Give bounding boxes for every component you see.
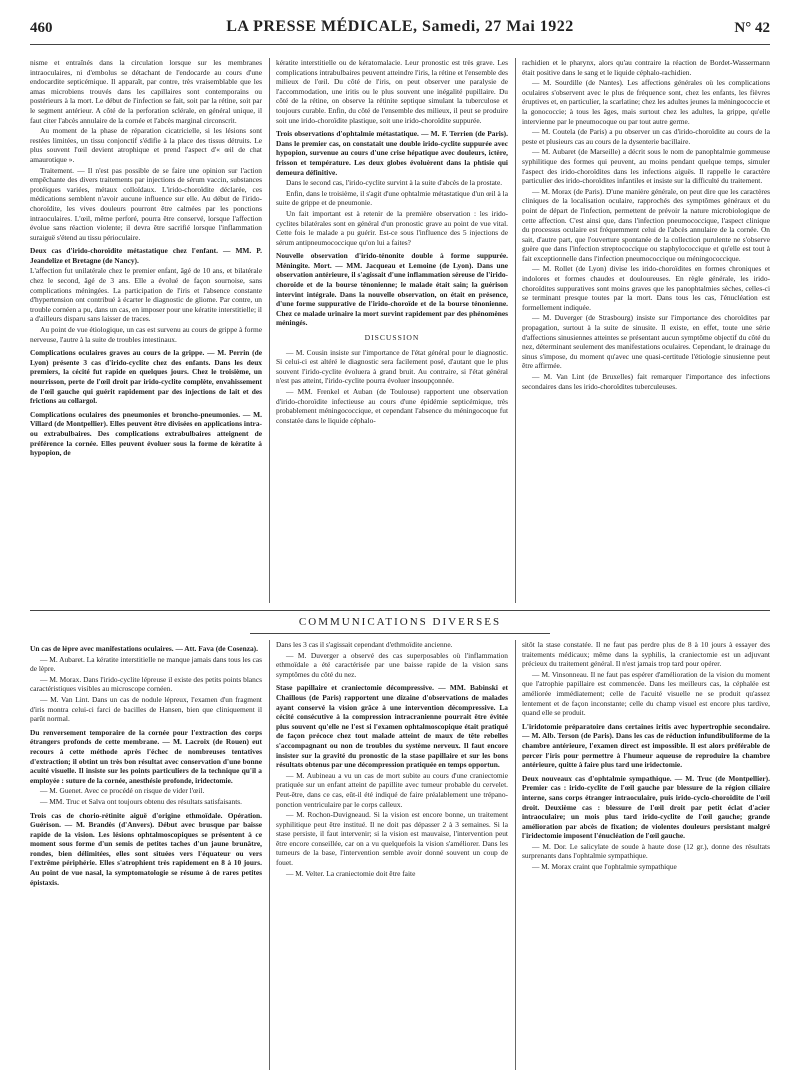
paragraph: nisme et entraînés dans la circulation lorsque sur les membranes intraoculaires, ni d'embolus se détachant de l'endocarde au cours d'une endocardite septicémique. Il apparaît, par contre, très vraisemblable que les amas microbiens trouvés dans les capillaires sont contemporains ou postérieurs à la mort. Le début de l'infection se fait, soit par la rétine, soit par le segment antérieur. A côté de la perforation sclérale, en général unique, il faut citer l'abcès annulaire de la cornée et l'abcès marginal circonscrit. <box>30 58 262 125</box>
issue-number: N° 42 <box>734 20 770 36</box>
paragraph: — M. Duverger (de Strasbourg) insiste sur l'importance des choroïdites par propagation, surtout à la suite de sinusite. Il existe, en effet, toute une série d'affections sinusiennes atteintes se présentant aucun symptôme objectif du côté du nez, déterminant seulement des manifestations oculaires. Cependant, le drainage du sinus s'impose, du moment qu'avec une quasi-certitude l'étiologie sinusienne peut être affirmée. <box>522 313 770 371</box>
upper-column-2 <box>276 58 508 603</box>
paragraph: — M. Cousin insiste sur l'importance de l'état général pour le diagnostic. Si celui-ci est altéré le diagnostic sera facilement posé, d'autant que le plus souvent l'irido-cyclite évoluera à grand bruit. Au contraire, si l'état général n'est pas atteint, l'irido-cyclite pourra évoluer insoupçonnée. <box>276 347 508 386</box>
section-underline <box>250 633 550 634</box>
paragraph: rachidien et le pharynx, alors qu'au contraire la réaction de Bordet-Wassermann était positive dans le sang et le liquide céphalo-rachidien. <box>522 58 770 77</box>
paragraph: kératite interstitielle ou de kératomalacie. Leur pronostic est très grave. Les complications intrabulbaires peuvent atteindre l'iris, la rétine et l'ensemble des milieux de l'œil. Du côté de l'iris, on peut observer une paralysie de l'accommodation, une iritis ou le plus souvent une inégalité pupillaire. Du côté de la rétine, on observe la rétinite septique simulant la tuberculose et toujours curable. Enfin, du côté de l'ensemble des milieux, il peut se produire soit une irido-choroïdite plastique, soit une irido-choroïdite suppurée. <box>276 58 508 125</box>
section-rule <box>30 610 770 611</box>
paragraph: — MM. Truc et Salva ont toujours obtenu des résultats satisfaisants. <box>40 796 242 806</box>
column-divider <box>269 640 270 1070</box>
article-heading-paragraph: Deux nouveaux cas d'ophtalmie sympathique. — M. Truc (de Montpellier). Premier cas : irido-cyclite de l'œil gauche par blessure de la région ciliaire interne, sans corps étranger intraoculaire, puis irido-cyclo-choroïdite de l'œil droit. Deuxième cas : blessure de l'œil droit par petit éclat d'acier intraoculaire; un mois plus tard irido-cyclite de l'œil gauche; grande amélioration par abcès de fixation; de violentes douleurs persistant malgré l'iridectomie imposent l'énucléation de l'œil gauche. <box>522 773 770 841</box>
article-heading-paragraph: Stase papillaire et craniectomie décompressive. — MM. Babinski et Chaillous (de Paris) rapportent une dizaine d'observations de malades ayant conservé la vision grâce à une intervention décompressive. La cécité consécutive à la compression intracranienne pourrait être évitée plus souvent qu'elle ne l'est si l'examen ophtalmoscopique était pratiqué de façon précoce chez tout malade atteint de maux de tête rebelles s'accompagnant ou non de troubles du système nerveux. Il faut encore insister sur la gravité du pronostic de la stase papillaire et sur les bons résultats obtenus par une décompression pratiquée en temps opportun. <box>276 683 508 770</box>
article-heading-paragraph: Deux cas d'irido-choroïdite métastatique chez l'enfant. — MM. P. Jeandelize et Bretagne (de Nancy). <box>30 246 262 265</box>
column-divider <box>515 640 516 1070</box>
article-heading-paragraph: Trois observations d'ophtalmie métastatique. — M. F. Terrien (de Paris). Dans le premier cas, on constatait une double irido-cyclite suppurée avec hypopion, survenue au cours d'une crise hépatique avec douleurs, ictère, frisson et température. Les deux globes évoluèrent dans la phtisie qui demeura définitive. <box>276 129 508 177</box>
journal-title: LA PRESSE MÉDICALE, Samedi, 27 Mai 1922 <box>226 18 574 35</box>
paragraph: Enfin, dans le troisième, il s'agit d'une ophtalmie métastatique d'un œil à la suite de grippe et de pneumonie. <box>276 188 508 208</box>
paragraph: — M. Dor. Le salicylate de soude à haute dose (12 gr.), donne des résultats surprenants dans l'ophtalmie sympathique. <box>522 841 770 861</box>
lower-column-1 <box>30 640 262 1070</box>
paragraph: Dans les 3 cas il s'agissait cependant d'ethmoïdite ancienne. <box>276 640 453 649</box>
section-title: COMMUNICATIONS DIVERSES <box>298 616 502 628</box>
article-heading-paragraph: Un cas de lèpre avec manifestations oculaires. — Att. Fava (de Cosenza). <box>30 644 258 653</box>
paragraph: — M. Guenet. Avec ce procédé on risque de vider l'œil. <box>40 786 205 796</box>
column-divider <box>515 58 516 603</box>
paragraph: L'affection fut unilatérale chez le premier enfant, âgé de 10 ans, et bilatérale chez le second, âgé de 3 ans. Elle a évolué de façon sournoise, sans complications méningées. La participation de l'iris et l'absence constante d'hypertension ont contribué à écarter le diagnostic de gliome. Par contre, un trouble cornéen a pu, dans un cas, en imposer pour une kératite interstitielle; il a d'ailleurs disparu sans laisser de traces. <box>30 266 262 324</box>
paragraph: — M. Morax craint que l'ophtalmie sympathique <box>532 862 677 872</box>
paragraph: — M. Aubaret. La kératite interstitielle ne manque jamais dans tous les cas de lèpre. <box>30 654 262 674</box>
upper-column-1 <box>30 58 262 603</box>
paragraph: sitôt la stase constatée. Il ne faut pas perdre plus de 8 à 10 jours à essayer des traitements médicaux; même dans la syphilis, la craniectomie est un adjuvant précieux du traitement général. Il n'est jamais trop tard pour opérer. <box>522 640 770 669</box>
paragraph: — M. Velter. La craniectomie doit être faite <box>286 868 416 878</box>
paragraph: — M. Duverger a observé des cas superposables où l'inflammation ethmoïdale a été caractérisée par une baisse rapide de la vision sans symptômes du côté du nez. <box>276 650 508 679</box>
paragraph: Dans le second cas, l'irido-cyclite survint à la suite d'abcès de la prostate. <box>286 178 503 188</box>
article-heading-paragraph: Du renversement temporaire de la cornée pour l'extraction des corps étrangers profonds de cette membrane. — M. Lacroix (de Rouen) eut recours à cette méthode après l'échec de nombreuses tentatives d'extraction; il obtint un très bon résultat avec conservation d'une bonne acuité visuelle. Il insiste sur les points particuliers de la technique qu'il a employée : suture de la cornée, anesthésie profonde, iridectomie. <box>30 727 262 785</box>
paragraph: — M. Van Lint (de Bruxelles) fait remarquer l'importance des infections secondaires dans les irido-choroïdites tuberculeuses. <box>522 372 770 391</box>
paragraph: — M. Aubaret (de Marseille) a décrit sous le nom de panophtalmie gommeuse syphilitique des formes qui peuvent, au moins pendant quelque temps, simuler l'aspect des irido-choroïdites dans les infections aiguës. Il rappelle le caractère particulier des irido-choroïdites infantiles et insiste sur la difficulté du traitement. <box>522 147 770 186</box>
discussion-heading: DISCUSSION <box>364 333 420 343</box>
paragraph: — M. Aubineau a vu un cas de mort subite au cours d'une craniectomie pratiquée sur un enfant atteint de papillite avec tumeur probable du cervelet. Peut-être, dans ce cas, eût-il été indiqué de faire préalablement une trépano-ponction ventriculaire par le corps calleux. <box>276 770 508 809</box>
paragraph: — M. Morax (de Paris). D'une manière générale, on peut dire que les caractères cliniques de la localisation oculaire, rapprochés des symptômes généraux et du point de départ de l'infection, permettent de prévoir la nature microbiologique de cette affection. C'est ainsi que, dans l'infection pneumococcique, l'aspect clinique du processus oculaire est fréquemment celui de l'abcès annulaire de la cornée. On sait, d'autre part, que l'ouverture spontanée de la collection purulente ne s'observe guère que dans l'infection streptococcique ou staphylococcique et qu'elle est tout à fait exceptionnelle dans l'infection pneumococcique ou méningococcique. <box>522 186 770 263</box>
page-number: 460 <box>30 20 53 36</box>
header-rule <box>30 44 770 45</box>
paragraph: — M. Coutela (de Paris) a pu observer un cas d'irido-choroïdite au cours de la peste et plusieurs cas au cours de la dysenterie bacillaire. <box>522 127 770 146</box>
upper-column-3 <box>522 58 770 603</box>
page-header <box>30 16 770 42</box>
article-heading-paragraph: Complications oculaires graves au cours de la grippe. — M. Perrin (de Lyon) présente 3 cas d'irido-cyclite chez des enfants. Dans les deux premiers, la cécité fut rapide en quelques jours. Chez le troisième, un nourrisson, perte de l'œil droit par irido-cyclite complète, envahissement de l'œil gauche qui guérit rapidement par des injections de lait et des frictions au collargol. <box>30 348 262 406</box>
paragraph: — M. Rochon-Duvigneaud. Si la vision est encore bonne, un traitement syphilitique peut être institué. Il ne doit pas dépasser 2 à 3 semaines. Si la stase persiste, il faut intervenir; si la vision est mauvaise, l'intervention peut être encore conseillée, car on a vu quelquefois la vision s'améliorer. Dans les tumeurs de la base, l'intervention semble avoir donné souvent un coup de fouet. <box>276 810 508 868</box>
lower-column-3 <box>522 640 770 1070</box>
paragraph: — M. Rollet (de Lyon) divise les irido-choroïdites en formes chroniques et indolores et formes chaudes et douloureuses. En règle générale, les irido-choroïdites suppuratives sont moins graves que les panophtalmies sèches, celles-ci se terminant presque toutes par la mort. Dans tous les cas, l'énucléation est formellement indiquée. <box>522 264 770 312</box>
paragraph: — M. Morax. Dans l'irido-cyclite lépreuse il existe des petits points blancs caractéristiques visibles au microscope cornéen. <box>30 674 262 694</box>
paragraph: — M. Sourdille (de Nantes). Les affections générales où les complications oculaires s'observent avec le plus de fréquence sont, chez les enfants, les fièvres éruptives et, en particulier, la scarlatine; chez les adultes jeunes la méningococcie et la gonococcie; à tous les âges, mais surtout chez les adultes, la grippe, qu'elle intervienne par le pneumocoque ou par tout autre germe. <box>522 78 770 126</box>
paragraph: Au moment de la phase de réparation cicatricielle, si les lésions sont restées limitées, un tissu conjonctif s'édifie à la place des tissus détruits. Le plus souvent l'œil devient atrophique et prend l'aspect d'« œil de chat amaurotique ». <box>30 126 262 164</box>
paragraph: — M. Van Lint. Dans un cas de nodule lépreux, l'examen d'un fragment d'iris montra celui-ci farci de bacilles de Hansen, bien que cliniquement il parût normal. <box>30 694 262 724</box>
paragraph: Traitement. — Il n'est pas possible de se faire une opinion sur l'action empêchante des divers traitements par injections de sérum vaccin, substances protéiques variées, métaux colloïdaux. L'irido-choroïdite déclarée, ces médications semblent n'avoir aucune influence sur elle. Au début de l'irido-choroïdite, les vives douleurs pourront être calmées par les ponctions intraoculaires. L'œil, même perforé, pourra être conservé, lorsque l'affection évolue sans réaction violente; il devra être sacrifié lorsque l'inflammation suraiguë s'étend au tissu périoculaire. <box>30 165 262 242</box>
paragraph: Un fait important est à retenir de la première observation : les irido-cyclites bilatérales sont en général d'un pronostic grave au point de vue vital. Cette fois le malade a pu guérir. Est-ce sous l'influence des 5 injections de sérum antipneumococcique qu'on lui a faites? <box>276 208 508 247</box>
paragraph: Au point de vue étiologique, un cas est survenu au cours de grippe à forme nerveuse, l'autre à la suite de troubles intestinaux. <box>30 325 262 344</box>
article-heading-paragraph: Complications oculaires des pneumonies et broncho-pneumonies. — M. Villard (de Montpellier). Elles peuvent être divisées en applications intra- ou extrabulbaires. Des complications extrabulbaires atteignent de préférence la cornée. Elles peuvent évoluer sous la forme de kératite à hypopion, de <box>30 409 262 458</box>
article-heading-paragraph: Nouvelle observation d'irido-ténonite double à forme suppurée. Méningite. Mort. — MM. Jacqueau et Lemoine (de Lyon). Dans une observation antérieure, il s'agissait d'une inflammation séreuse de l'irido-choroïde et de la bourse ténonienne; le malade était sain; la guérison intervint intégrale. Dans la nouvelle observation, on était en présence, d'une forme suppurative de l'irido-choroïde et de la bourse ténonienne. Chez ce malade urinaire la mort survint rapidement par des phénomènes méningés. <box>276 251 508 328</box>
paragraph: — MM. Frenkel et Auban (de Toulouse) rapportent une observation d'irido-choroïdite infectieuse au cours d'une épidémie septicémique, très probablement méningococcique, et cependant l'absence du méningocoque fut constatée dans le liquide céphalo- <box>276 387 508 425</box>
column-divider <box>269 58 270 603</box>
paragraph: — M. Vinsonneau. Il ne faut pas espérer d'amélioration de la vision du moment que l'atrophie papillaire est commencée. Dans les meilleurs cas, la céphalée est améliorée immédiatement; celle de l'acuité visuelle ne se produit qu'assez lentement et de façon inconstante; celle du champ visuel est encore plus tardive, quand elle se produit. <box>522 669 770 718</box>
article-heading-paragraph: Trois cas de chorio-rétinite aiguë d'origine ethmoïdale. Opération. Guérison. — M. Brandès (d'Anvers). Début avec brusque par baisse rapide de la vision. Les lésions ophtalmoscopiques se présentent à ce moment sous forme d'un semis de petites taches d'un jaune brunâtre, rondes, bien délimitées, elles sont situées vers l'équateur ou vers l'extrême périphérie. Elles s'atrophient très rapidement en 8 à 10 jours. Au point de vue nasal, la symptomatologie se résume à de rares petites épistaxis. <box>30 810 262 887</box>
article-heading-paragraph: L'iridotomie préparatoire dans certaines iritis avec hypertrophie secondaire. — M. Alb. Terson (de Paris). Dans les cas de réduction infundibuliforme de la chambre antérieure, l'examen direct est impossible. Il est alors préférable de percer l'iris pour permettre à l'humeur aqueuse de reproduire la chambre antérieure, quitte à faire plus tard une iridectomie. <box>522 721 770 770</box>
lower-column-2 <box>276 640 508 1070</box>
